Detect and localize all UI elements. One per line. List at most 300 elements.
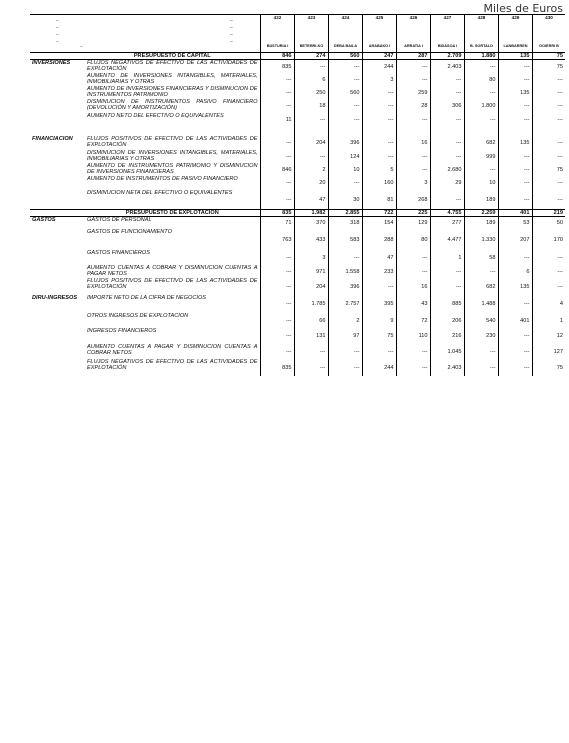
row-value: --- [294, 359, 328, 376]
row-value: 47 [294, 190, 328, 210]
row-category [30, 86, 85, 99]
column-code: 426 [409, 15, 418, 20]
spacer-cell [294, 126, 328, 136]
section-total: 274 [294, 53, 328, 60]
row-value: 433 [294, 229, 328, 250]
row-value: --- [557, 153, 563, 160]
section-total: 2.855 [328, 210, 362, 217]
row-value: 16 [396, 136, 430, 150]
table-row [30, 265, 565, 278]
row-value: 75 [556, 63, 563, 70]
row-category: GASTOS [32, 217, 56, 223]
row-value: --- [328, 113, 362, 126]
table-row [30, 278, 565, 295]
row-value: --- [464, 265, 498, 278]
row-value: 244 [362, 60, 396, 74]
column-name: BUSTURIA I [266, 44, 289, 48]
row-value: --- [430, 278, 464, 295]
spacer-cell [30, 126, 85, 136]
section-total: 287 [396, 53, 430, 60]
row-value: 81 [362, 190, 396, 210]
row-value: 135 [498, 278, 532, 295]
spacer-cell [430, 126, 464, 136]
row-value: --- [328, 359, 362, 376]
row-value: 16 [396, 278, 430, 295]
row-value: 682 [464, 278, 498, 295]
row-value: --- [396, 113, 430, 126]
section-total: 846 [260, 53, 294, 60]
section-total: 135 [498, 53, 532, 60]
row-value: 835 [260, 60, 294, 74]
row-value: 230 [464, 328, 498, 344]
spacer-cell [498, 126, 532, 136]
row-value: --- [498, 73, 532, 86]
row-value: --- [430, 190, 464, 210]
row-value: 3 [362, 73, 396, 86]
row-value: 206 [430, 313, 464, 328]
row-value: 58 [464, 250, 498, 265]
table-row [30, 150, 565, 163]
row-value: --- [328, 344, 362, 359]
row-value: --- [294, 60, 328, 74]
row-label: GASTOS DE FUNCIONAMIENTO [85, 229, 260, 250]
row-value: 97 [328, 328, 362, 344]
row-label: GASTOS DE PERSONAL [85, 217, 260, 230]
row-value: --- [294, 150, 328, 163]
section-total: 219 [532, 210, 565, 217]
row-category: INVERSIONES [32, 60, 71, 66]
row-value: --- [328, 176, 362, 190]
row-value: --- [396, 359, 430, 376]
row-value: 318 [328, 217, 362, 230]
row-value: --- [328, 99, 362, 113]
table-row [30, 136, 565, 150]
section-total: 1.982 [294, 210, 328, 217]
row-value: --- [498, 150, 532, 163]
row-value: 6 [294, 73, 328, 86]
row-value: --- [328, 60, 362, 74]
row-label: FLUJOS POSITIVOS DE EFECTIVO DE LAS ACTIVIDADES DE EXPLOTACIÓN [85, 136, 260, 150]
row-value: 216 [430, 328, 464, 344]
table-row [30, 113, 565, 126]
row-value: --- [557, 103, 563, 109]
row-value: --- [430, 73, 464, 86]
row-value: 12 [556, 333, 563, 339]
row-value: 9 [362, 313, 396, 328]
row-value: --- [498, 163, 532, 176]
row-value: 135 [498, 86, 532, 99]
row-category [30, 313, 85, 328]
blank-marker: – [230, 18, 233, 24]
section-total: 247 [362, 53, 396, 60]
row-category [30, 190, 85, 210]
row-category: FINANCIACION [32, 136, 73, 142]
row-value: 53 [498, 217, 532, 230]
row-value: 1.800 [464, 99, 498, 113]
table-row [30, 99, 565, 113]
row-value: 207 [498, 229, 532, 250]
section-title: PRESUPUESTO DE CAPITAL [85, 53, 260, 60]
row-label: INGRESOS FINANCIEROS [85, 328, 260, 344]
row-category [30, 278, 85, 295]
row-value: 1 [430, 250, 464, 265]
units-label: Miles de Euros [483, 2, 563, 15]
section-header-row [30, 53, 565, 60]
row-value: --- [464, 344, 498, 359]
row-value: 396 [328, 278, 362, 295]
spacer-cell [532, 126, 565, 136]
section-total: 835 [260, 210, 294, 217]
row-value: --- [328, 73, 362, 86]
row-value: 540 [464, 313, 498, 328]
row-category [30, 328, 85, 344]
row-category [30, 150, 85, 163]
row-value: --- [430, 150, 464, 163]
row-value: 763 [260, 229, 294, 250]
column-code: 428 [477, 15, 486, 20]
row-value: --- [557, 140, 563, 146]
row-category [30, 163, 85, 176]
row-value: 160 [362, 176, 396, 190]
spacer-cell [85, 126, 260, 136]
column-code: 422 [273, 15, 282, 20]
row-value: 4 [559, 301, 563, 307]
row-category [30, 229, 85, 250]
row-value: --- [260, 328, 294, 344]
section-blank [30, 210, 85, 217]
blank-marker: – [80, 44, 83, 50]
table-row [30, 229, 565, 250]
spacer-cell [396, 126, 430, 136]
row-value: 80 [396, 229, 430, 250]
blank-marker: – [230, 25, 233, 31]
column-header [30, 14, 565, 52]
row-value: 131 [294, 328, 328, 344]
row-value: --- [557, 116, 563, 123]
row-label: AUMENTO DE INSTRUMENTOS DE PASIVO FINANCIERO [85, 176, 260, 190]
row-value: 204 [294, 136, 328, 150]
row-category [30, 344, 85, 359]
blank-marker: – [56, 32, 59, 38]
row-value: --- [557, 89, 563, 96]
row-value: 682 [464, 136, 498, 150]
table-row [30, 250, 565, 265]
column-header-cell [532, 14, 565, 52]
row-value: --- [430, 113, 464, 126]
row-value: 47 [362, 250, 396, 265]
row-value: --- [362, 278, 396, 295]
row-value: 1 [559, 317, 563, 324]
column-code: 427 [443, 15, 452, 20]
row-value: 2.757 [328, 295, 362, 313]
row-value: 1.558 [328, 265, 362, 278]
row-value: 10 [328, 163, 362, 176]
table-row [30, 73, 565, 86]
row-value: 277 [430, 217, 464, 230]
row-value: 2.403 [430, 359, 464, 376]
row-value: 885 [430, 295, 464, 313]
table-row [30, 217, 565, 230]
row-value: 80 [464, 73, 498, 86]
table-row [30, 328, 565, 344]
row-value: 396 [328, 136, 362, 150]
row-value: 20 [294, 176, 328, 190]
row-value: 268 [396, 190, 430, 210]
row-value: --- [260, 190, 294, 210]
row-value: 71 [260, 217, 294, 230]
row-value: --- [260, 278, 294, 295]
row-value: --- [498, 295, 532, 313]
table-row [30, 163, 565, 176]
row-value: --- [362, 99, 396, 113]
row-value: 2.680 [430, 163, 464, 176]
row-value: 250 [294, 86, 328, 99]
row-value: --- [430, 265, 464, 278]
column-header-cell [260, 14, 294, 52]
column-name: BIDASOA I [437, 44, 458, 48]
column-name: DEBA BAILA [333, 44, 358, 48]
row-value: --- [464, 163, 498, 176]
row-value: 971 [294, 265, 328, 278]
row-value: 999 [464, 150, 498, 163]
row-value: 204 [294, 278, 328, 295]
row-value: --- [430, 86, 464, 99]
row-value: 29 [430, 176, 464, 190]
row-label: OTROS INGRESOS DE EXPLOTACIÓN [85, 313, 260, 328]
row-value: 135 [498, 136, 532, 150]
row-value: --- [557, 180, 563, 186]
row-value: 401 [498, 313, 532, 328]
row-value: 583 [328, 229, 362, 250]
row-value: 10 [464, 176, 498, 190]
row-value: --- [396, 265, 430, 278]
row-value: 124 [328, 150, 362, 163]
section-total: 560 [328, 53, 362, 60]
row-value: --- [260, 295, 294, 313]
row-value: --- [362, 86, 396, 99]
row-value: 110 [396, 328, 430, 344]
row-value: 28 [396, 99, 430, 113]
row-value: 306 [430, 99, 464, 113]
row-value: 2 [294, 163, 328, 176]
section-total: 722 [362, 210, 396, 217]
row-value: --- [260, 313, 294, 328]
table-row [30, 313, 565, 328]
row-value: 1.330 [464, 229, 498, 250]
row-value: --- [294, 344, 328, 359]
spacer-row [30, 126, 565, 136]
row-value: 288 [362, 229, 396, 250]
row-value: --- [498, 344, 532, 359]
row-label: DISMINUCIÓN DE INSTRUMENTOS PASIVO FINANCIERO (DEVOLUCIÓN Y AMORTIZACIÓN) [85, 99, 260, 113]
row-value: --- [498, 60, 532, 74]
row-label: FLUJOS POSITIVOS DE EFECTIVO DE LAS ACTIVIDADES DE EXPLOTACIÓN [85, 278, 260, 295]
row-category [30, 99, 85, 113]
section-total: 1.880 [464, 53, 498, 60]
table-row [30, 190, 565, 210]
row-value: --- [557, 76, 563, 83]
row-value: 1.488 [464, 295, 498, 313]
column-name: ARABAKO I [368, 44, 391, 48]
column-header-cell [464, 14, 498, 52]
row-value: --- [498, 113, 532, 126]
row-value: --- [557, 268, 563, 275]
column-header-cell [498, 14, 532, 52]
row-value: 5 [362, 163, 396, 176]
section-total: 2.259 [464, 210, 498, 217]
row-value: 75 [362, 328, 396, 344]
row-value: --- [260, 136, 294, 150]
row-value: 50 [556, 220, 563, 226]
row-value: 1.045 [430, 344, 464, 359]
row-value: --- [328, 250, 362, 265]
row-value: 3 [396, 176, 430, 190]
row-value: --- [362, 150, 396, 163]
row-value: --- [260, 265, 294, 278]
row-value: --- [498, 328, 532, 344]
row-label: AUMENTO NETO DEL EFECTIVO O EQUIVALENTES [85, 113, 260, 126]
blank-marker: – [56, 18, 59, 24]
row-value: --- [464, 113, 498, 126]
column-header-cell [430, 14, 464, 52]
spacer-cell [260, 126, 294, 136]
row-value: 43 [396, 295, 430, 313]
section-blank [30, 53, 85, 60]
column-code: 424 [341, 15, 350, 20]
column-code: 423 [307, 15, 316, 20]
row-value: --- [362, 344, 396, 359]
row-value: --- [260, 99, 294, 113]
section-header-row [30, 210, 565, 217]
row-label: FLUJOS NEGATIVOS DE EFECTIVO DE LAS ACTIVIDADES DE EXPLOTACIÓN [85, 359, 260, 376]
row-value: 72 [396, 313, 430, 328]
row-value: --- [260, 344, 294, 359]
column-code: 425 [375, 15, 384, 20]
row-value: 846 [260, 163, 294, 176]
row-value: 244 [362, 359, 396, 376]
row-label: AUMENTO DE INVERSIONES INTANGIBLES, MATERIALES, INMOBILIARIAS Y OTRAS [85, 73, 260, 86]
row-value: --- [498, 99, 532, 113]
row-value: 3 [294, 250, 328, 265]
row-value: 30 [328, 190, 362, 210]
row-label: AUMENTO DE INSTRUMENTOS PATRIMONIO Y DISMINUCIÓN DE INVERSIONES FINANCIERAS [85, 163, 260, 176]
row-value: 259 [396, 86, 430, 99]
row-category [30, 359, 85, 376]
row-value: --- [498, 250, 532, 265]
column-name: GOIERRI B [539, 44, 559, 48]
column-code: 429 [511, 15, 520, 20]
row-label: GASTOS FINANCIEROS [85, 250, 260, 265]
table-row [30, 176, 565, 190]
row-value: --- [362, 136, 396, 150]
row-value: 154 [362, 217, 396, 230]
column-header-cell [294, 14, 328, 52]
row-value: --- [464, 86, 498, 99]
row-value: --- [464, 60, 498, 74]
row-value: --- [557, 196, 563, 203]
row-value: --- [464, 359, 498, 376]
blank-marker: – [230, 32, 233, 38]
spacer-cell [464, 126, 498, 136]
row-value: 835 [260, 359, 294, 376]
row-value: --- [498, 359, 532, 376]
row-category [30, 73, 85, 86]
column-name: B. SORTALD [470, 44, 493, 48]
row-value: 170 [553, 236, 563, 243]
row-category [30, 250, 85, 265]
column-header-cell [396, 14, 430, 52]
row-value: 127 [553, 348, 563, 355]
row-value: --- [260, 250, 294, 265]
row-category [30, 176, 85, 190]
row-value: --- [396, 60, 430, 74]
column-name: BETERRI-KO [299, 44, 324, 48]
row-value: 189 [464, 217, 498, 230]
row-value: --- [430, 136, 464, 150]
section-total: 401 [498, 210, 532, 217]
row-value: --- [557, 254, 563, 261]
row-value: 18 [294, 99, 328, 113]
row-value: 2 [328, 313, 362, 328]
section-total: 2.709 [430, 53, 464, 60]
row-value: --- [498, 176, 532, 190]
table-row [30, 86, 565, 99]
row-label: AUMENTO CUENTAS A PAGAR Y DISMINUCIÓN CUENTAS A COBRAR NETOS [85, 344, 260, 359]
spacer-cell [362, 126, 396, 136]
row-value: 66 [294, 313, 328, 328]
row-value: 6 [498, 265, 532, 278]
row-value: --- [260, 150, 294, 163]
row-value: --- [396, 150, 430, 163]
row-label: AUMENTO CUENTAS A COBRAR Y DISMINUCIÓN CUENTAS A PAGAR NETOS [85, 265, 260, 278]
table-row [30, 359, 565, 376]
row-value: --- [260, 176, 294, 190]
blank-marker: – [56, 39, 59, 45]
blank-marker: – [56, 25, 59, 31]
column-name: LANBARREN [503, 44, 528, 48]
row-label: DISMINUCIÓN NETA DEL EFECTIVO O EQUIVALENTES [85, 190, 260, 210]
row-value: --- [362, 113, 396, 126]
row-label: IMPORTE NETO DE LA CIFRA DE NEGOCIOS [85, 295, 260, 313]
row-value: 2.403 [430, 60, 464, 74]
row-category [30, 113, 85, 126]
row-value: 395 [362, 295, 396, 313]
row-category [30, 265, 85, 278]
column-name: ARRATIA I [404, 44, 423, 48]
row-value: 11 [260, 113, 294, 126]
row-value: 1.785 [294, 295, 328, 313]
column-header-cell [362, 14, 396, 52]
row-value: --- [396, 73, 430, 86]
row-value: 4.477 [430, 229, 464, 250]
row-value: --- [260, 86, 294, 99]
blank-marker: – [230, 39, 233, 45]
table-row [30, 344, 565, 359]
row-value: 189 [464, 190, 498, 210]
row-label: DISMINUCIÓN DE INVERSIONES INTANGIBLES, MATERIALES, INMOBILIARIAS Y OTRAS [85, 150, 260, 163]
row-value: --- [294, 113, 328, 126]
row-value: --- [396, 250, 430, 265]
row-value: 233 [362, 265, 396, 278]
column-header-cell [328, 14, 362, 52]
budget-table [30, 52, 565, 376]
row-value: 560 [328, 86, 362, 99]
row-label: AUMENTO DE INVERSIONES FINANCIERAS Y DISMINUCIÓN DE INSTRUMENTOS PATRIMONIO [85, 86, 260, 99]
section-total: 75 [532, 53, 565, 60]
table-row [30, 60, 565, 74]
row-category: DIRU-INGRESOS [32, 295, 78, 301]
row-value: --- [498, 190, 532, 210]
